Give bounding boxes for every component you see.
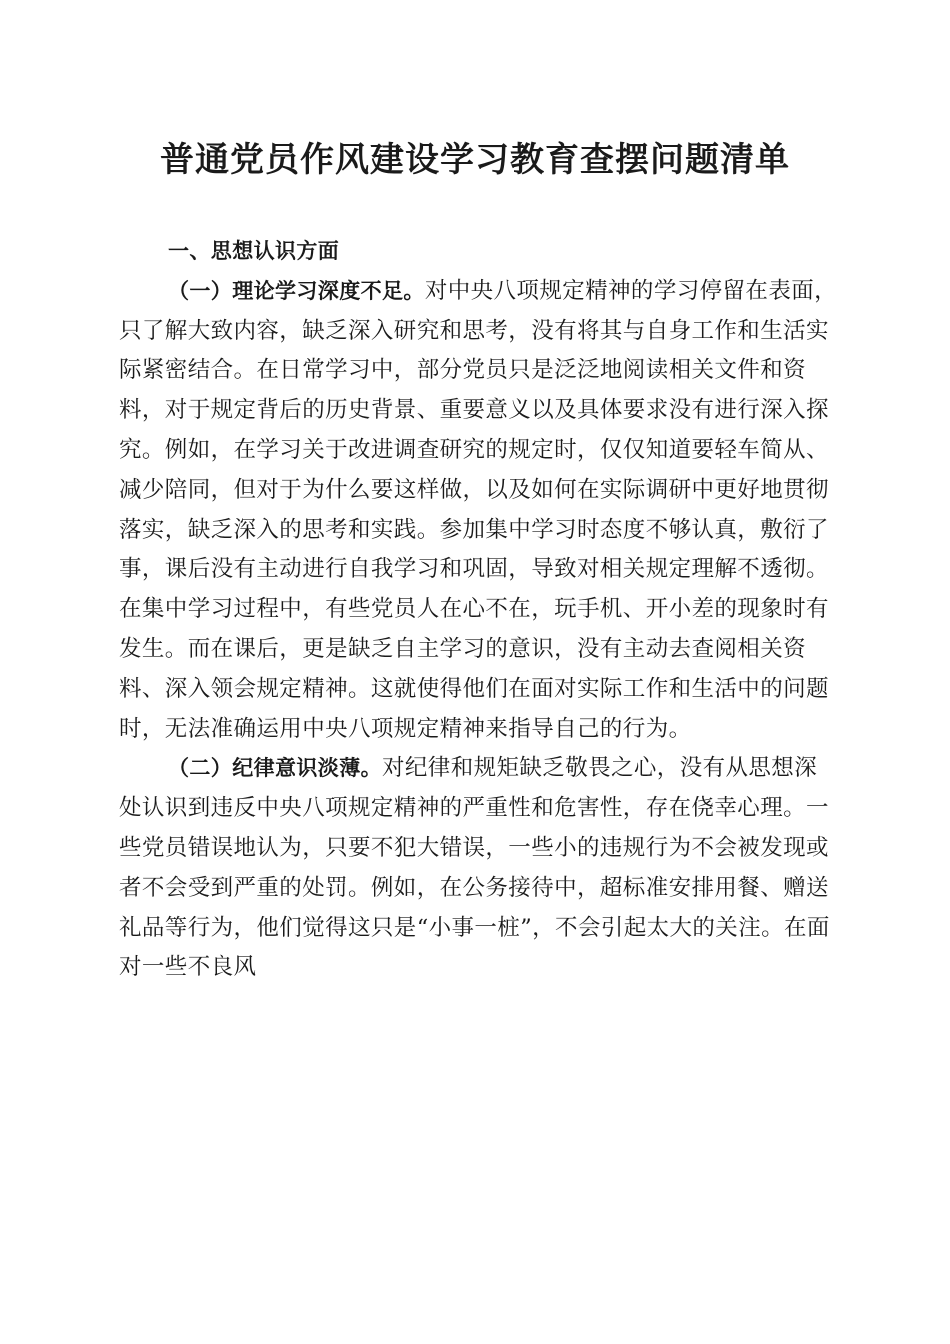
paragraph-2-text: 对纪律和规矩缺乏敬畏之心，没有从思想深处认识到违反中央八项规定精神的严重性和危害性，存在侥幸心理。一些党员错误地认为，只要不犯大错误，一些小的违规行为不会被发现或者不会受到严重的处罚。例如，在公务接待中，超标准安排用餐、赠送礼品等行为，他们觉得这只是“小事一桩”，不会引起太大的关注。在面对一些不良风: [119, 755, 830, 981]
paragraph-1-lead: （一）理论学习深度不足。: [168, 278, 425, 303]
paragraph-1-text: 对中央八项规定精神的学习停留在表面，只了解大致内容，缺乏深入研究和思考，没有将其与自身工作和生活实际紧密结合。在日常学习中，部分党员只是泛泛地阅读相关文件和资料，对于规定背后的历史背景、重要意义以及具体要求没有进行深入探究。例如，在学习关于改进调查研究的规定时，仅仅知道要轻车简从、减少陪同，但对于为什么要这样做，以及如何在实际调研中更好地贯彻落实，缺乏深入的思考和实践。参加集中学习时态度不够认真，敷衍了事，课后没有主动进行自我学习和巩固，导致对相关规定理解不透彻。在集中学习过程中，有些党员人在心不在，玩手机、开小差的现象时有发生。而在课后，更是缺乏自主学习的意识，没有主动去查阅相关资料、深入领会规定精神。这就使得他们在面对实际工作和生活中的问题时，无法准确运用中央八项规定精神来指导自己的行为。: [119, 277, 838, 742]
document-title: 普通党员作风建设学习教育查摆问题清单: [160, 140, 790, 180]
section-heading: 一、思想认识方面: [168, 239, 340, 263]
document-body: [119, 232, 839, 988]
paragraph-1: [119, 272, 839, 750]
paragraph-2: [119, 749, 839, 988]
paragraph-2-lead: （二）纪律意识淡薄。: [168, 756, 382, 781]
